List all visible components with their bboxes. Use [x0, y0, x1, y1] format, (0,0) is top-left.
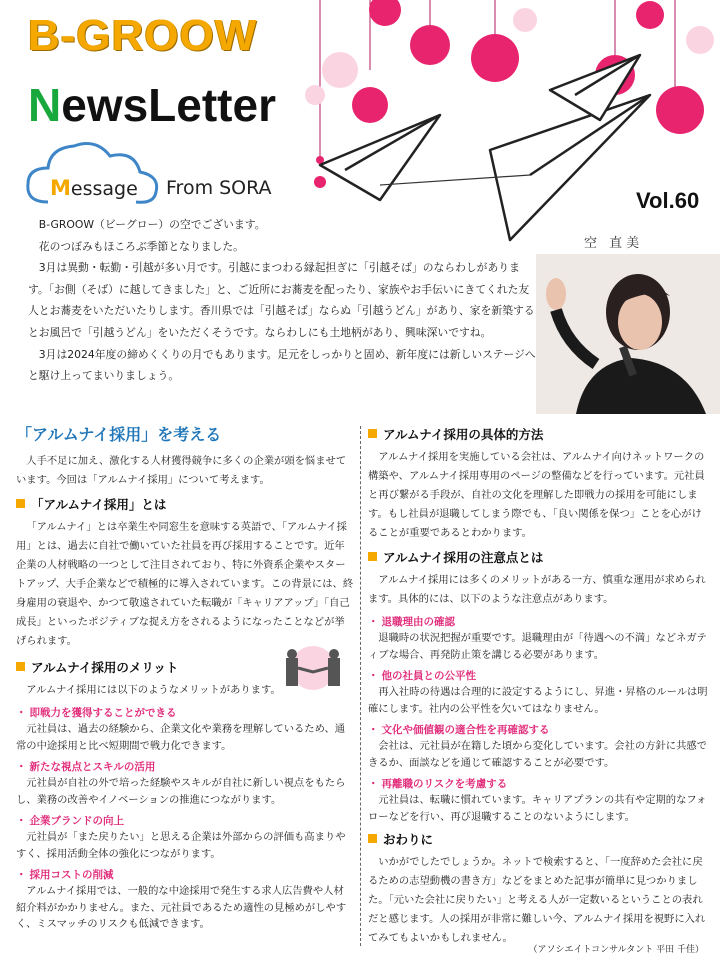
section-heading-text: おわりに: [383, 832, 434, 847]
message-rest: essage: [70, 178, 138, 200]
merit-body: 元社員が自社の外で培った経験やスキルが自社に新しい視点をもたらし、業務の改善やイノベーションの推進につながります。: [16, 777, 346, 806]
merit-title-text: 採用コストの削減: [29, 869, 114, 881]
section-body: いかがでしたでしょうか。ネットで検索すると、「一度辞めた会社に戻るための志望動機の書き方」などをまとめた記事が簡単に見つかりました。「元いた会社に戻りたい」と考える人が一定数いるということの表れだと感じます。人の採用が非常に難しい今、アルムナイ採用を視野に入れてみてもよいかもしれません。: [368, 856, 706, 944]
square-bullet-icon: [368, 552, 377, 561]
message-label: [50, 176, 138, 201]
section-heading-text: アルムナイ採用の注意点とは: [383, 550, 544, 565]
square-bullet-icon: [368, 429, 377, 438]
section-heading: [368, 547, 708, 569]
message-from: From SORA: [166, 177, 272, 199]
section-heading-text: アルムナイ採用の具体的方法: [383, 427, 544, 442]
left-column: [16, 424, 354, 933]
newsletter-title: [28, 80, 276, 130]
merit-body: アルムナイ採用では、一般的な中途採用で発生する求人広告費や人材紹介料がかかりません。また、元社員であるため適性の見極めがしやすく、ミスマッチのリスクも低減できます。: [16, 885, 347, 930]
author-photo: [536, 254, 720, 414]
newsletter-initial: N: [28, 79, 62, 131]
caution-title-text: 他の社員との公平性: [381, 670, 476, 682]
intro-message: [28, 214, 536, 387]
handshake-illustration: [278, 646, 348, 690]
intro-paragraph: 3月は異動・転勤・引越が多い月です。引越にまつわる縁起担ぎに「引越そば」のならわしがあります。「お側（そば）に越してきました」と、ご近所にお蕎麦を配ったり、家族やお手伝いにきてくれた友人とお蕎麦をいただいたりします。香川県では「引越そば」ならぬ「引越うどん」があり、家を新築するとお風呂で「引越うどん」をいただくそうです。ならわしにも土地柄があり、興味深いですね。: [28, 261, 535, 339]
merit-title: ・ 即戦力を獲得することができる: [16, 707, 177, 719]
merit-title-text: 新たな視点とスキルの活用: [29, 761, 156, 773]
brand-title: B-GROOW: [28, 11, 258, 60]
section-heading-text: アルムナイ採用のメリット: [31, 660, 179, 675]
section-heading: [368, 829, 708, 851]
newsletter-rest: ewsLetter: [61, 79, 276, 131]
caution-title-text: 退職理由の確認: [381, 616, 455, 628]
merit-title: ・ 採用コストの削減: [16, 869, 114, 881]
author-credit: （アソシエイトコンサルタント 平田 千佳）: [528, 945, 704, 955]
caution-title: ・ 退職理由の確認: [368, 616, 455, 628]
volume-label: Vol.60: [636, 188, 700, 213]
article-lead: 人手不足に加え、激化する人材獲得競争に多くの企業が頭を悩ませています。今回は「アルムナイ採用」について考えます。: [16, 455, 347, 486]
intro-paragraph: B-GROOW（ビーグロー）の空でございます。: [38, 218, 266, 231]
square-bullet-icon: [16, 499, 25, 508]
caution-body: 元社員は、転職に慣れています。キャリアプランの共有や定期的なフォローなどを行い、再び退職することのないようにします。: [368, 794, 707, 823]
section-lead: アルムナイ採用には多くのメリットがある一方、慎重な運用が求められます。具体的には、以下のような注意点があります。: [368, 574, 706, 605]
section-heading-text: 「アルムナイ採用」とは: [31, 497, 167, 512]
right-column: [368, 424, 708, 948]
caution-title-text: 文化や価値観の適合性を再確認する: [381, 724, 550, 736]
author-signature: 空 直美: [584, 236, 644, 251]
square-bullet-icon: [16, 662, 25, 671]
caution-body: 会社は、元社員が在籍した頃から変化しています。会社の方針に共感できるか、面談などを通じて確認することが必要です。: [368, 740, 707, 769]
caution-body: 再入社時の待遇は合理的に設定するようにし、昇進・昇格のルールは明確にします。社内の公平性を欠いてはなりません。: [368, 686, 708, 715]
column-divider: [360, 426, 361, 946]
section-lead: アルムナイ採用には以下のようなメリットがあります。: [26, 684, 281, 696]
caution-body: 退職時の状況把握が重要です。退職理由が「待遇への不満」などネガティブな場合、再発防止策を講じる必要があります。: [368, 632, 707, 661]
merit-body: 元社員が「また戻りたい」と思える企業は外部からの評価も高まりやすく、採用活動全体の強化につながります。: [16, 831, 346, 860]
section-heading: [16, 494, 354, 516]
caution-title: ・ 文化や価値観の適合性を再確認する: [368, 724, 550, 736]
section-heading: [368, 424, 708, 446]
section-body: 「アルムナイ」とは卒業生や同窓生を意味する英語で、「アルムナイ採用」とは、過去に自社で働いていた社員を再び採用することです。近年企業の人材戦略の一つとして注目されており、特に外資系企業やスタートアップ、大手企業などで積極的に導入されています。この背景には、終身雇用の衰退や、かつて敬遠されていた転職が「キャリアアップ」「自己成長」といったポジティブな捉え方をされるようになったことなどが挙げられます。: [16, 521, 354, 647]
caution-title: ・ 他の社員との公平性: [368, 670, 476, 682]
merit-title: ・ 新たな視点とスキルの活用: [16, 761, 156, 773]
intro-paragraph: 3月は2024年度の締めくくりの月でもあります。足元をしっかりと固め、新年度には新しいステージへと駆け上ってまいりましょう。: [28, 347, 536, 383]
merit-title: ・ 企業ブランドの向上: [16, 815, 124, 827]
caution-title: ・ 再離職のリスクを考慮する: [368, 778, 508, 790]
merit-title-text: 企業ブランドの向上: [29, 815, 124, 827]
section-body: アルムナイ採用を実施している会社は、アルムナイ向けネットワークの構築や、アルムナイ採用専用のページの整備などを行っています。元社員と再び繋がる手段が、自社の文化を理解した即戦力の採用を可能にします。もし社員が退職してしまう際でも、「良い関係を保つ」ことを心がけることが重要であるとわかります。: [368, 451, 705, 539]
square-bullet-icon: [368, 834, 377, 843]
message-initial: M: [50, 176, 71, 200]
intro-paragraph: 花のつぼみもほころぶ季節となりました。: [38, 239, 244, 253]
caution-title-text: 再離職のリスクを考慮する: [381, 778, 508, 790]
article-title: 「アルムナイ採用」を考える: [16, 425, 222, 444]
merit-body: 元社員は、過去の経験から、企業文化や業務を理解しているため、通常の中途採用と比べ短期間で戦力化できます。: [16, 723, 346, 752]
merit-title-text: 即戦力を獲得することができる: [29, 707, 177, 719]
